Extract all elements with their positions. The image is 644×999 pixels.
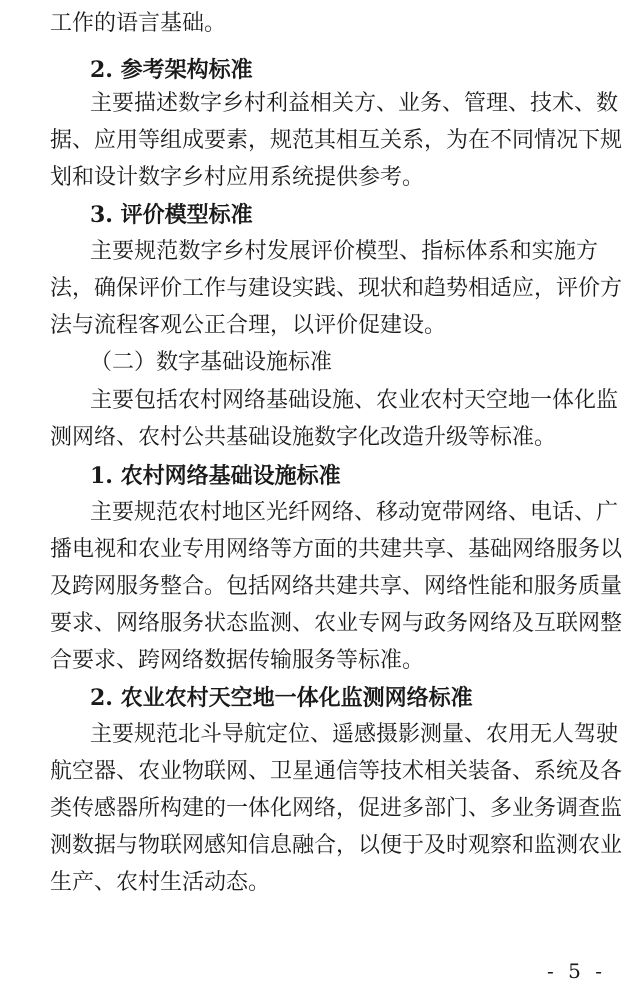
section-heading-evaluation-model: 3. 评价模型标准 — [90, 202, 253, 228]
paragraph-line: 测数据与物联网感知信息融合，以便于及时观察和监测农业 — [50, 833, 623, 858]
paragraph-line: 主要包括农村网络基础设施、农业农村天空地一体化监 — [90, 388, 619, 413]
paragraph-line: 及跨网服务整合。包括网络共建共享、网络性能和服务质量 — [50, 574, 623, 599]
paragraph-line: 据、应用等组成要素，规范其相互关系，为在不同情况下规 — [50, 128, 623, 153]
paragraph-line: 法，确保评价工作与建设实践、现状和趋势相适应，评价方 — [50, 276, 623, 301]
paragraph-line: 主要规范农村地区光纤网络、移动宽带网络、电话、广 — [90, 500, 619, 525]
paragraph-line: 合要求、跨网络数据传输服务等标准。 — [50, 648, 425, 673]
paragraph-line: 测网络、农村公共基础设施数字化改造升级等标准。 — [50, 425, 557, 450]
paragraph-line: 法与流程客观公正合理，以评价促建设。 — [50, 313, 447, 338]
subsection-heading-digital-infrastructure: （二）数字基础设施标准 — [90, 350, 333, 375]
paragraph-line: 主要规范数字乡村发展评价模型、指标体系和实施方 — [90, 239, 598, 264]
section-heading-monitoring-network: 2. 农业农村天空地一体化监测网络标准 — [90, 685, 473, 711]
paragraph-line: 航空器、农业物联网、卫星通信等技术相关装备、系统及各 — [50, 759, 623, 784]
paragraph-line: 划和设计数字乡村应用系统提供参考。 — [50, 165, 425, 190]
section-heading-rural-network: 1. 农村网络基础设施标准 — [90, 463, 341, 489]
paragraph-line: 主要规范北斗导航定位、遥感摄影测量、农用无人驾驶 — [90, 722, 619, 747]
paragraph-line: 生产、农村生活动态。 — [50, 870, 271, 895]
paragraph-line: 工作的语言基础。 — [50, 11, 227, 36]
paragraph-line: 类传感器所构建的一体化网络，促进多部门、多业务调查监 — [50, 796, 623, 821]
page-number: - 5 - — [547, 959, 606, 983]
section-heading-reference-architecture: 2. 参考架构标准 — [90, 57, 253, 83]
paragraph-line: 要求、网络服务状态监测、农业专网与政务网络及互联网整 — [50, 611, 623, 636]
paragraph-line: 播电视和农业专用网络等方面的共建共享、基础网络服务以 — [50, 537, 623, 562]
paragraph-line: 主要描述数字乡村利益相关方、业务、管理、技术、数 — [90, 91, 619, 116]
